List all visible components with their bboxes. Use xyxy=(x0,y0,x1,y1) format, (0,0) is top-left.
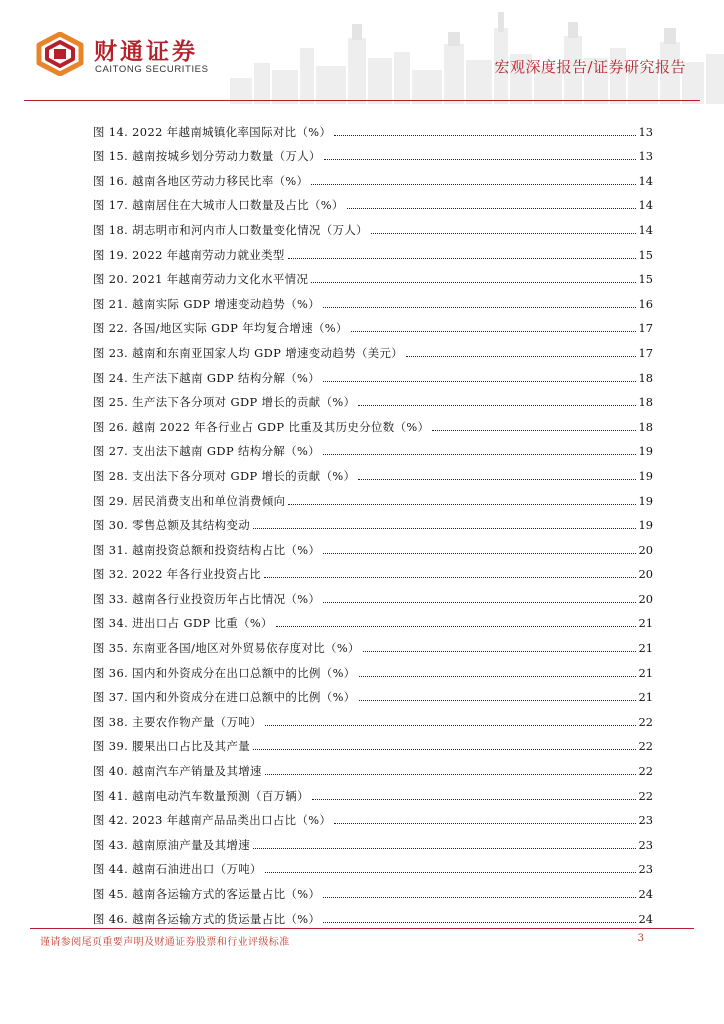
toc-entry[interactable] xyxy=(93,237,653,262)
toc-dot-leader xyxy=(359,676,636,677)
toc-dot-leader xyxy=(323,602,635,603)
toc-entry[interactable] xyxy=(93,876,653,901)
toc-entry-page: 21 xyxy=(638,616,653,631)
toc-dot-leader xyxy=(288,258,636,259)
toc-entry-page: 19 xyxy=(638,493,653,508)
toc-dot-leader xyxy=(253,848,635,849)
toc-entry-title: 图 19. 2022 年越南劳动力就业类型 xyxy=(93,247,285,262)
toc-dot-leader xyxy=(323,454,636,455)
toc-dot-leader xyxy=(253,528,635,529)
toc-entry-page: 17 xyxy=(638,345,653,360)
toc-entry-title: 图 46. 越南各运输方式的货运量占比（%） xyxy=(93,911,321,926)
toc-entry-page: 14 xyxy=(638,222,653,237)
toc-entry-page: 19 xyxy=(638,518,653,533)
toc-entry[interactable] xyxy=(93,606,653,631)
toc-entry-page: 24 xyxy=(638,887,653,901)
toc-entry[interactable] xyxy=(93,852,653,877)
toc-entry-title: 图 23. 越南和东南亚国家人均 GDP 增速变动趋势（美元） xyxy=(93,345,404,360)
toc-entry-page: 18 xyxy=(638,370,653,385)
toc-dot-leader xyxy=(311,282,635,283)
toc-entry[interactable] xyxy=(93,286,653,311)
toc-entry-title: 图 17. 越南居住在大城市人口数量及占比（%） xyxy=(93,198,344,213)
toc-dot-leader xyxy=(323,381,636,382)
caitong-logo-icon xyxy=(34,32,86,76)
toc-entry-page: 13 xyxy=(638,149,653,164)
toc-entry[interactable] xyxy=(93,704,653,729)
toc-entry[interactable] xyxy=(93,434,653,459)
toc-entry-page: 21 xyxy=(638,665,653,680)
toc-entry-title: 图 27. 支出法下越南 GDP 结构分解（%） xyxy=(93,444,320,459)
toc-entry-title: 图 29. 居民消费支出和单位消费倾向 xyxy=(93,493,286,508)
toc-entry-title: 图 21. 越南实际 GDP 增速变动趋势（%） xyxy=(93,296,320,311)
toc-entry-page: 15 xyxy=(638,247,653,262)
toc-entry-title: 图 40. 越南汽车产销量及其增速 xyxy=(93,764,262,779)
toc-entry-title: 图 26. 越南 2022 年各行业占 GDP 比重及其历史分位数（%） xyxy=(93,419,430,434)
toc-entry[interactable] xyxy=(93,311,653,336)
toc-entry-title: 图 38. 主要农作物产量（万吨） xyxy=(93,714,262,729)
toc-dot-leader xyxy=(312,799,635,800)
toc-entry[interactable] xyxy=(93,262,653,287)
toc-entry-title: 图 15. 越南按城乡划分劳动力数量（万人） xyxy=(93,149,321,164)
toc-dot-leader xyxy=(264,577,635,578)
toc-entry[interactable] xyxy=(93,458,653,483)
toc-entry-page: 22 xyxy=(638,764,653,779)
header-divider xyxy=(24,100,700,101)
toc-dot-leader xyxy=(406,356,635,357)
footer-disclaimer: 谨请参阅尾页重要声明及财通证券股票和行业评级标准 xyxy=(40,937,290,948)
toc-entry-title: 图 32. 2022 年各行业投资占比 xyxy=(93,567,262,582)
toc-entry-title: 图 37. 国内和外资成分在进口总额中的比例（%） xyxy=(93,690,356,705)
toc-entry-title: 图 33. 越南各行业投资历年占比情况（%） xyxy=(93,591,321,606)
report-type-label: 宏观深度报告/证券研究报告 xyxy=(494,58,686,76)
page-header xyxy=(0,0,724,104)
toc-entry-page: 22 xyxy=(638,714,653,729)
toc-entry[interactable] xyxy=(93,753,653,778)
toc-dot-leader xyxy=(359,700,636,701)
toc-entry[interactable] xyxy=(93,778,653,803)
toc-entry-page: 23 xyxy=(638,862,653,877)
toc-dot-leader xyxy=(371,233,636,234)
toc-entry-title: 图 42. 2023 年越南产品品类出口占比（%） xyxy=(93,813,332,828)
toc-entry-title: 图 25. 生产法下各分项对 GDP 增长的贡献（%） xyxy=(93,395,356,410)
brand-name-cn: 财通证券 xyxy=(94,39,198,65)
toc-entry-title: 图 39. 腰果出口占比及其产量 xyxy=(93,739,251,754)
toc-entry-title: 图 30. 零售总额及其结构变动 xyxy=(93,518,251,533)
toc-entry-title: 图 34. 进出口占 GDP 比重（%） xyxy=(93,616,273,631)
toc-entry[interactable] xyxy=(93,827,653,852)
toc-entry[interactable] xyxy=(93,483,653,508)
toc-entry[interactable] xyxy=(93,901,653,926)
toc-entry[interactable] xyxy=(93,803,653,828)
toc-entry-page: 22 xyxy=(638,788,653,803)
toc-entry-title: 图 28. 支出法下各分项对 GDP 增长的贡献（%） xyxy=(93,468,356,483)
toc-entry-page: 21 xyxy=(638,641,653,656)
toc-entry-page: 19 xyxy=(638,468,653,483)
toc-entry-page: 13 xyxy=(638,124,653,139)
toc-entry-title: 图 24. 生产法下越南 GDP 结构分解（%） xyxy=(93,370,320,385)
toc-dot-leader xyxy=(276,626,636,627)
toc-entry-page: 18 xyxy=(638,395,653,410)
toc-entry-page: 21 xyxy=(638,690,653,705)
toc-dot-leader xyxy=(265,725,636,726)
toc-dot-leader xyxy=(253,749,635,750)
toc-entry-title: 图 16. 越南各地区劳动力移民比率（%） xyxy=(93,173,309,188)
toc-entry[interactable] xyxy=(93,360,653,385)
toc-dot-leader xyxy=(265,774,636,775)
toc-entry-page: 22 xyxy=(638,739,653,754)
toc-entry-title: 图 18. 胡志明市和河内市人口数量变化情况（万人） xyxy=(93,222,368,237)
toc-entry[interactable] xyxy=(93,335,653,360)
toc-entry-page: 16 xyxy=(638,296,653,311)
toc-dot-leader xyxy=(323,553,635,554)
toc-dot-leader xyxy=(363,651,636,652)
toc-entry-title: 图 31. 越南投资总额和投资结构占比（%） xyxy=(93,542,321,557)
page-number: 3 xyxy=(637,933,644,944)
toc-entry-title: 图 36. 国内和外资成分在出口总额中的比例（%） xyxy=(93,665,356,680)
toc-entry[interactable] xyxy=(93,212,653,237)
toc-dot-leader xyxy=(311,184,635,185)
toc-entry[interactable] xyxy=(93,114,653,139)
toc-entry[interactable] xyxy=(93,729,653,754)
footer-divider xyxy=(30,928,694,929)
toc-entry[interactable] xyxy=(93,581,653,606)
toc-entry-page: 20 xyxy=(638,591,653,606)
toc-entry-title: 图 22. 各国/地区实际 GDP 年均复合增速（%） xyxy=(93,321,348,336)
toc-entry-page: 14 xyxy=(638,173,653,188)
toc-entry-page: 23 xyxy=(638,813,653,828)
toc-dot-leader xyxy=(323,922,635,923)
toc-entry-page: 19 xyxy=(638,444,653,459)
toc-entry-page: 15 xyxy=(638,272,653,287)
toc-entry[interactable] xyxy=(93,532,653,557)
toc-entry-page: 23 xyxy=(638,837,653,852)
toc-dot-leader xyxy=(432,430,635,431)
toc-dot-leader xyxy=(323,897,635,898)
toc-entry-page: 17 xyxy=(638,321,653,336)
toc-entry[interactable] xyxy=(93,385,653,410)
toc-dot-leader xyxy=(265,872,636,873)
toc-dot-leader xyxy=(334,135,635,136)
toc-entry-title: 图 41. 越南电动汽车数量预测（百万辆） xyxy=(93,788,310,803)
toc-entry[interactable] xyxy=(93,630,653,655)
toc-entry-page: 18 xyxy=(638,419,653,434)
toc-entry-title: 图 14. 2022 年越南城镇化率国际对比（%） xyxy=(93,124,332,139)
toc-entry[interactable] xyxy=(93,188,653,213)
brand-name-en: CAITONG SECURITIES xyxy=(95,64,209,75)
toc-entry-page: 14 xyxy=(638,198,653,213)
toc-entry[interactable] xyxy=(93,409,653,434)
toc-dot-leader xyxy=(334,823,635,824)
toc-entry[interactable] xyxy=(93,139,653,164)
toc-entry-page: 20 xyxy=(638,542,653,557)
toc-dot-leader xyxy=(358,479,635,480)
toc-entry[interactable] xyxy=(93,508,653,533)
toc-dot-leader xyxy=(358,405,635,406)
toc-entry[interactable] xyxy=(93,655,653,680)
toc-entry-title: 图 43. 越南原油产量及其增速 xyxy=(93,837,251,852)
toc-entry-page: 24 xyxy=(638,911,653,926)
toc-entry-title: 图 44. 越南石油进出口（万吨） xyxy=(93,862,262,877)
figure-table-of-contents xyxy=(93,114,653,926)
toc-entry-page: 20 xyxy=(638,567,653,582)
toc-entry[interactable] xyxy=(93,680,653,705)
toc-entry[interactable] xyxy=(93,163,653,188)
toc-dot-leader xyxy=(323,307,636,308)
toc-entry-title: 图 20. 2021 年越南劳动力文化水平情况 xyxy=(93,272,309,287)
toc-dot-leader xyxy=(324,159,636,160)
toc-entry-title: 图 35. 东南亚各国/地区对外贸易依存度对比（%） xyxy=(93,641,360,656)
toc-dot-leader xyxy=(347,208,636,209)
toc-entry[interactable] xyxy=(93,557,653,582)
toc-entry-title: 图 45. 越南各运输方式的客运量占比（%） xyxy=(93,887,321,901)
toc-dot-leader xyxy=(351,331,636,332)
toc-dot-leader xyxy=(288,504,635,505)
